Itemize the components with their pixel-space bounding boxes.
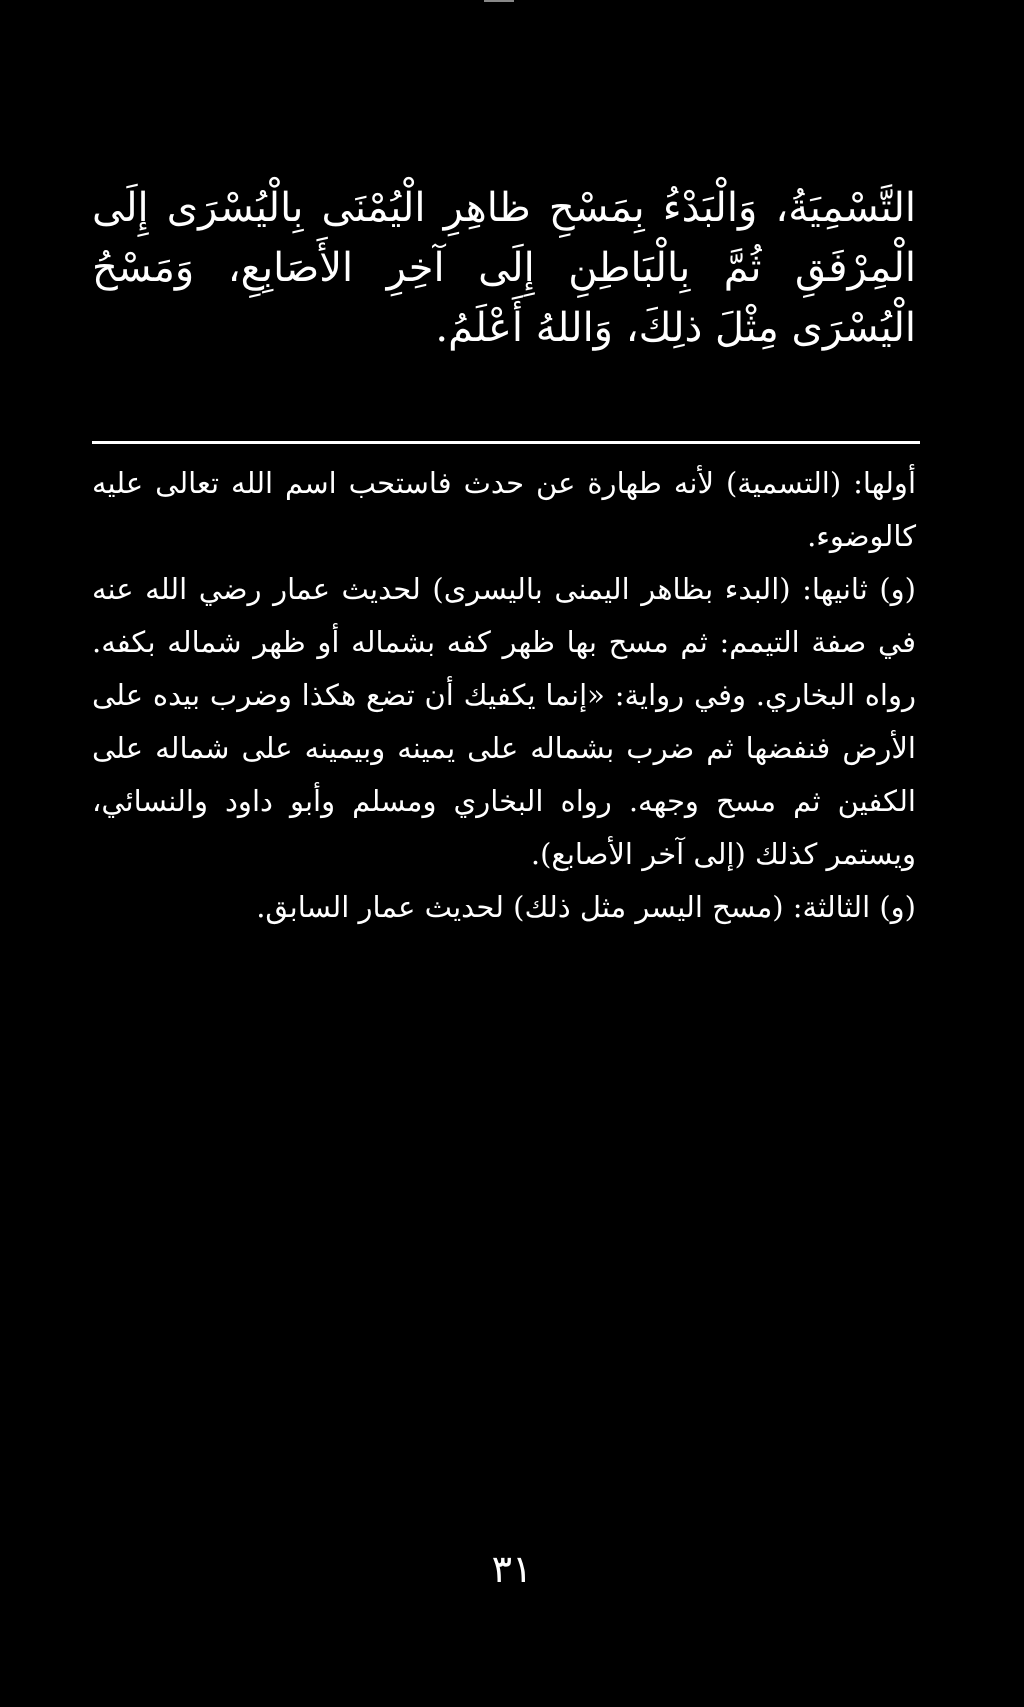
footnotes-block	[92, 457, 916, 934]
page-number: ٣١	[491, 1547, 533, 1591]
main-paragraph: التَّسْمِيَةُ، وَالْبَدْءُ بِمَسْحِ ظاهِرِ الْيُمْنَى بِالْيُسْرَى إِلَى الْمِرْفَقِ ثُمَّ بِالْبَاطِنِ إِلَى آخِرِ الأَصَابِعِ، وَمَسْحُ الْيُسْرَى مِثْلَ ذلِكَ، وَاللهُ أَعْلَمُ.	[92, 185, 916, 351]
footnote-paragraph-3: (و) الثالثة: (مسح اليسر مثل ذلك) لحديث عمار السابق.	[256, 890, 916, 924]
main-text-block	[92, 178, 916, 358]
footnote-paragraph-1: أولها: (التسمية) لأنه طهارة عن حدث فاستحب اسم الله تعالى عليه كالوضوء.	[92, 466, 916, 553]
footnote-separator-rule	[92, 441, 920, 444]
footnote-paragraph-2: (و) ثانيها: (البدء بظاهر اليمنى باليسرى) لحديث عمار رضي الله عنه في صفة التيمم: ثم مسح بها ظهر كفه بشماله أو ظهر شماله بكفه. رواه البخاري. وفي رواية: «إنما يكفيك أن تضع هكذا وضرب بيده على الأرض فنفضها ثم ضرب بشماله على يمينه وبيمينه على شماله على الكفين ثم مسح وجهه. رواه البخاري ومسلم وأبو داود والنسائي، ويستمر كذلك (إلى آخر الأصابع).	[92, 572, 916, 871]
top-edge-mark	[484, 0, 514, 2]
